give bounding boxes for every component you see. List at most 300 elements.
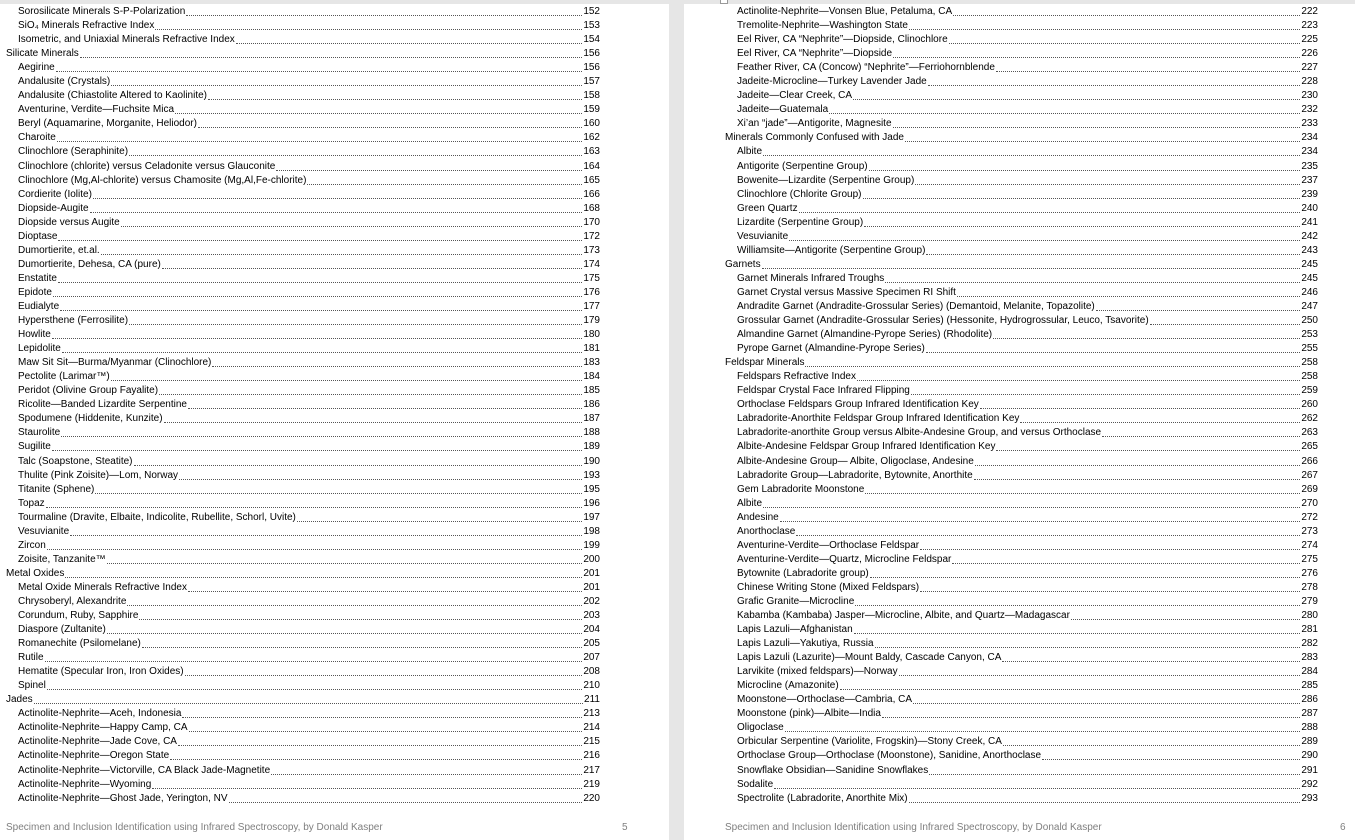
toc-entry[interactable] <box>6 623 600 637</box>
toc-dot-leader <box>111 76 582 86</box>
toc-entry-title: Rutile <box>18 652 44 664</box>
toc-entry[interactable] <box>725 5 1318 19</box>
toc-dot-leader <box>980 399 1301 409</box>
toc-dot-leader <box>920 582 1300 592</box>
toc-entry-title: SiO₄ Minerals Refractive Index <box>18 20 155 32</box>
toc-entry-title: Anorthoclase <box>737 525 796 537</box>
toc-entry-title: Andradite Garnet (Andradite-Grossular Series) (Demantoid, Melanite, Topazolite) <box>737 300 1095 312</box>
toc-entry-title: Enstatite <box>18 272 57 284</box>
toc-entry-title: Minerals Commonly Confused with Jade <box>725 132 904 144</box>
toc-entry-title: Andalusite (Crystals) <box>18 76 111 88</box>
toc-entry[interactable] <box>725 89 1318 103</box>
toc-entry[interactable] <box>6 117 600 131</box>
toc-entry-page-number: 197 <box>583 511 600 523</box>
toc-entry[interactable] <box>725 778 1318 792</box>
toc-entry-title: Lapis Lazuli—Yakutiya, Russia <box>737 638 874 650</box>
toc-entry-title: Epidote <box>18 286 52 298</box>
toc-entry-page-number: 213 <box>583 708 600 720</box>
toc-entry[interactable] <box>6 202 600 216</box>
toc-entry[interactable] <box>6 160 600 174</box>
toc-entry[interactable] <box>725 202 1318 216</box>
toc-entry-title: Microcline (Amazonite) <box>737 680 839 692</box>
toc-entry-page-number: 157 <box>583 76 600 88</box>
toc-entry-title: Clinochlore (Chlorite Group) <box>737 188 862 200</box>
toc-entry-page-number: 154 <box>583 34 600 46</box>
toc-entry-title: Eel River, CA “Nephrite”—Diopside <box>737 48 893 60</box>
toc-entry-title: Dioptase <box>18 230 58 242</box>
toc-entry-title: Actinolite-Nephrite—Oregon State <box>18 750 170 762</box>
toc-entry-title: Labradorite-anorthite Group versus Albite-Andesine Group, and versus Orthoclase <box>737 427 1102 439</box>
toc-entry-page-number: 230 <box>1301 90 1318 102</box>
toc-entry[interactable] <box>6 735 600 749</box>
toc-entry[interactable] <box>725 553 1318 567</box>
toc-dot-leader <box>80 48 583 58</box>
toc-entry-page-number: 245 <box>1301 258 1318 270</box>
toc-entry[interactable] <box>725 735 1318 749</box>
toc-entry[interactable] <box>6 145 600 159</box>
toc-entry-title: Jadeite—Clear Creek, CA <box>737 90 853 102</box>
toc-entry[interactable] <box>6 455 600 469</box>
toc-dot-leader <box>869 161 1301 171</box>
toc-entry[interactable] <box>725 581 1318 595</box>
toc-dot-leader <box>198 118 582 128</box>
toc-entry[interactable] <box>725 651 1318 665</box>
toc-entry[interactable] <box>725 707 1318 721</box>
toc-entry[interactable] <box>6 244 600 258</box>
toc-dot-leader <box>893 48 1300 58</box>
toc-entry[interactable] <box>725 483 1318 497</box>
toc-entry[interactable] <box>6 61 600 75</box>
toc-dot-leader <box>864 217 1300 227</box>
toc-entry[interactable] <box>725 230 1318 244</box>
toc-entry[interactable] <box>6 749 600 763</box>
toc-entry[interactable] <box>6 679 600 693</box>
toc-entry-title: Sodalite <box>737 778 774 790</box>
toc-entry[interactable] <box>725 749 1318 763</box>
toc-entry[interactable] <box>6 188 600 202</box>
toc-entry[interactable] <box>6 721 600 735</box>
toc-dot-leader <box>762 259 1301 269</box>
toc-dot-leader <box>46 498 583 508</box>
toc-entry[interactable] <box>725 160 1318 174</box>
toc-entry-page-number: 232 <box>1301 104 1318 116</box>
toc-dot-leader <box>863 189 1301 199</box>
toc-entry-page-number: 222 <box>1301 6 1318 17</box>
toc-dot-leader <box>188 582 582 592</box>
toc-entry[interactable] <box>6 342 600 356</box>
toc-dot-leader <box>57 132 583 142</box>
toc-entry-title: Actinolite-Nephrite—Vonsen Blue, Petaluma, CA <box>737 6 953 17</box>
toc-entry[interactable] <box>6 33 600 47</box>
toc-entry[interactable] <box>6 286 600 300</box>
toc-dot-leader <box>774 779 1300 789</box>
toc-dot-leader <box>909 793 1301 803</box>
toc-entry-page-number: 282 <box>1301 638 1318 650</box>
toc-entry[interactable] <box>6 553 600 567</box>
toc-entry[interactable] <box>725 103 1318 117</box>
toc-entry-page-number: 239 <box>1301 188 1318 200</box>
toc-entry[interactable] <box>725 567 1318 581</box>
toc-entry-page-number: 250 <box>1301 315 1318 327</box>
toc-section-entry[interactable] <box>6 47 600 61</box>
toc-section-entry[interactable] <box>725 356 1318 370</box>
toc-dot-leader <box>780 512 1301 522</box>
toc-dot-leader <box>52 329 583 339</box>
toc-entry[interactable] <box>725 398 1318 412</box>
toc-dot-leader <box>162 259 582 269</box>
toc-entry-title: Actinolite-Nephrite—Happy Camp, CA <box>18 722 188 734</box>
toc-dot-leader <box>949 34 1301 44</box>
toc-entry-title: Tremolite-Nephrite—Washington State <box>737 20 908 32</box>
toc-dot-leader <box>188 399 582 409</box>
toc-entry-page-number: 234 <box>1301 146 1318 158</box>
toc-entry[interactable] <box>725 440 1318 454</box>
toc-entry[interactable] <box>725 511 1318 525</box>
toc-entry-page-number: 219 <box>583 778 600 790</box>
toc-entry[interactable] <box>725 412 1318 426</box>
toc-entry-page-number: 272 <box>1301 511 1318 523</box>
toc-entry-title: Andesine <box>737 511 779 523</box>
toc-entry-title: Diaspore (Zultanite) <box>18 624 106 636</box>
toc-dot-leader <box>229 793 583 803</box>
toc-entry[interactable] <box>6 440 600 454</box>
toc-dot-leader <box>952 554 1300 564</box>
toc-entry[interactable] <box>725 455 1318 469</box>
toc-dot-leader <box>953 6 1300 16</box>
toc-entry[interactable] <box>6 103 600 117</box>
toc-entry-title: Aventurine, Verdite—Fuchsite Mica <box>18 104 175 116</box>
toc-entry[interactable] <box>6 426 600 440</box>
toc-dot-leader <box>70 526 582 536</box>
toc-entry[interactable] <box>725 623 1318 637</box>
toc-entry-page-number: 195 <box>583 483 600 495</box>
toc-entry-title: Clinochlore (chlorite) versus Celadonite versus Glauconite <box>18 160 276 172</box>
toc-entry-page-number: 217 <box>583 764 600 776</box>
document-page-5 <box>0 4 669 840</box>
toc-entry-title: Spinel <box>18 680 46 692</box>
toc-entry-title: Gem Labradorite Moonstone <box>737 483 865 495</box>
toc-entry[interactable] <box>725 174 1318 188</box>
table-of-contents <box>6 5 600 806</box>
toc-dot-leader <box>915 175 1300 185</box>
toc-dot-leader <box>170 750 582 760</box>
toc-dot-leader <box>1042 750 1300 760</box>
toc-entry-title: Clinochlore (Seraphinite) <box>18 146 129 158</box>
toc-entry-title: Silicate Minerals <box>6 48 79 60</box>
toc-entry-title: Peridot (Olivine Group Fayalite) <box>18 385 159 397</box>
toc-entry-title: Bowenite—Lizardite (Serpentine Group) <box>737 174 915 186</box>
toc-section-entry[interactable] <box>725 131 1318 145</box>
toc-dot-leader <box>185 666 583 676</box>
toc-entry-page-number: 234 <box>1301 132 1318 144</box>
toc-entry-title: Titanite (Sphene) <box>18 483 95 495</box>
toc-entry-page-number: 288 <box>1301 722 1318 734</box>
toc-entry[interactable] <box>6 75 600 89</box>
toc-entry-title: Vesuvianite <box>18 525 70 537</box>
toc-dot-leader <box>857 371 1300 381</box>
toc-dot-leader <box>905 132 1300 142</box>
toc-dot-leader <box>107 554 583 564</box>
toc-entry-title: Metal Oxide Minerals Refractive Index <box>18 581 187 593</box>
toc-entry[interactable] <box>725 47 1318 61</box>
toc-entry-title: Lapis Lazuli—Afghanistan <box>737 624 853 636</box>
toc-entry-title: Sugilite <box>18 441 51 453</box>
toc-entry-title: Cordierite (Iolite) <box>18 188 92 200</box>
toc-entry[interactable] <box>725 469 1318 483</box>
toc-entry-page-number: 188 <box>583 427 600 439</box>
toc-entry-title: Garnet Minerals Infrared Troughs <box>737 272 885 284</box>
toc-entry-title: Xi’an “jade”—Antigorite, Magnesite <box>737 118 892 130</box>
toc-dot-leader <box>271 765 582 775</box>
toc-entry[interactable] <box>6 300 600 314</box>
toc-dot-leader <box>829 104 1300 114</box>
toc-entry-title: Jadeite-Microcline—Turkey Lavender Jade <box>737 76 927 88</box>
toc-entry-page-number: 201 <box>583 567 600 579</box>
toc-entry-title: Talc (Soapstone, Steatite) <box>18 455 133 467</box>
toc-entry-page-number: 208 <box>583 666 600 678</box>
toc-entry-title: Beryl (Aquamarine, Morganite, Heliodor) <box>18 118 197 130</box>
toc-entry-title: Diopside-Augite <box>18 202 89 214</box>
toc-entry[interactable] <box>725 721 1318 735</box>
toc-entry-title: Garnet Crystal versus Massive Specimen RI Shift <box>737 286 956 298</box>
toc-entry[interactable] <box>725 764 1318 778</box>
toc-entry[interactable] <box>6 89 600 103</box>
toc-dot-leader <box>101 245 583 255</box>
toc-dot-leader <box>796 526 1300 536</box>
toc-entry-title: Hypersthene (Ferrosilite) <box>18 315 129 327</box>
toc-entry[interactable] <box>6 412 600 426</box>
toc-entry[interactable] <box>6 595 600 609</box>
toc-dot-leader <box>1096 301 1301 311</box>
toc-entry-page-number: 186 <box>583 399 600 411</box>
toc-entry-page-number: 267 <box>1301 469 1318 481</box>
toc-entry-title: Labradorite-Anorthite Feldspar Group Infrared Identification Key <box>737 413 1020 425</box>
toc-dot-leader <box>865 484 1300 494</box>
toc-dot-leader <box>805 357 1300 367</box>
toc-dot-leader <box>993 329 1300 339</box>
toc-dot-leader <box>65 568 582 578</box>
toc-entry[interactable] <box>6 314 600 328</box>
toc-entry[interactable] <box>725 19 1318 33</box>
toc-entry-title: Pyrope Garnet (Almandine-Pyrope Series) <box>737 343 925 355</box>
toc-entry-page-number: 164 <box>583 160 600 172</box>
toc-dot-leader <box>840 680 1301 690</box>
toc-dot-leader <box>974 470 1301 480</box>
toc-entry[interactable] <box>6 5 600 19</box>
toc-entry-title: Romanechite (Psilomelane) <box>18 638 141 650</box>
toc-entry-page-number: 293 <box>1301 792 1318 804</box>
toc-entry[interactable] <box>725 244 1318 258</box>
toc-entry-page-number: 183 <box>583 357 600 369</box>
toc-entry[interactable] <box>725 61 1318 75</box>
toc-entry[interactable] <box>6 272 600 286</box>
toc-dot-leader <box>893 118 1301 128</box>
toc-entry-page-number: 202 <box>583 595 600 607</box>
toc-entry[interactable] <box>725 117 1318 131</box>
toc-dot-leader <box>45 652 583 662</box>
toc-entry-title: Feldspar Minerals <box>725 357 805 369</box>
toc-dot-leader <box>139 610 582 620</box>
toc-entry[interactable] <box>6 778 600 792</box>
toc-entry[interactable] <box>725 33 1318 47</box>
toc-entry[interactable] <box>725 272 1318 286</box>
toc-entry-title: Labradorite Group—Labradorite, Bytownite, Anorthite <box>737 469 973 481</box>
toc-entry-page-number: 170 <box>583 216 600 228</box>
toc-entry[interactable] <box>725 609 1318 623</box>
toc-entry[interactable] <box>725 328 1318 342</box>
toc-entry-page-number: 223 <box>1301 20 1318 32</box>
toc-dot-leader <box>62 343 583 353</box>
toc-entry-title: Antigorite (Serpentine Group) <box>737 160 868 172</box>
toc-dot-leader <box>785 722 1301 732</box>
toc-entry[interactable] <box>725 145 1318 159</box>
toc-entry[interactable] <box>6 328 600 342</box>
toc-entry-title: Actinolite-Nephrite—Wyoming <box>18 778 152 790</box>
toc-entry[interactable] <box>6 637 600 651</box>
toc-entry-page-number: 241 <box>1301 216 1318 228</box>
toc-entry-page-number: 247 <box>1301 300 1318 312</box>
toc-section-entry[interactable] <box>6 567 600 581</box>
toc-entry[interactable] <box>725 75 1318 89</box>
toc-entry[interactable] <box>6 497 600 511</box>
toc-entry[interactable] <box>6 131 600 145</box>
toc-entry[interactable] <box>725 792 1318 806</box>
toc-entry[interactable] <box>725 595 1318 609</box>
toc-entry-title: Spectrolite (Labradorite, Anorthite Mix) <box>737 792 908 804</box>
toc-entry[interactable] <box>725 314 1318 328</box>
toc-entry-page-number: 162 <box>583 132 600 144</box>
toc-entry-title: Feather River, CA (Concow) “Nephrite”—Ferriohornblende <box>737 62 995 74</box>
toc-entry-page-number: 198 <box>583 525 600 537</box>
toc-entry[interactable] <box>6 511 600 525</box>
toc-entry-title: Metal Oxides <box>6 567 65 579</box>
toc-entry-page-number: 292 <box>1301 778 1318 790</box>
toc-entry-title: Dumortierite, Dehesa, CA (pure) <box>18 258 161 270</box>
toc-entry[interactable] <box>725 426 1318 440</box>
toc-entry[interactable] <box>725 679 1318 693</box>
toc-dot-leader <box>911 385 1300 395</box>
toc-entry-page-number: 269 <box>1301 483 1318 495</box>
toc-entry-page-number: 190 <box>583 455 600 467</box>
toc-dot-leader <box>60 301 582 311</box>
toc-entry-title: Topaz <box>18 497 45 509</box>
toc-entry[interactable] <box>6 230 600 244</box>
toc-entry-title: Actinolite-Nephrite—Victorville, CA Black Jade-Magnetite <box>18 764 271 776</box>
toc-entry[interactable] <box>725 370 1318 384</box>
toc-entry[interactable] <box>6 525 600 539</box>
toc-entry[interactable] <box>6 609 600 623</box>
toc-entry-title: Jades <box>6 694 33 706</box>
toc-entry-title: Isometric, and Uniaxial Minerals Refractive Index <box>18 34 235 46</box>
toc-dot-leader <box>111 371 583 381</box>
toc-dot-leader <box>957 287 1300 297</box>
toc-entry-page-number: 233 <box>1301 118 1318 130</box>
toc-entry[interactable] <box>725 286 1318 300</box>
toc-section-entry[interactable] <box>725 258 1318 272</box>
toc-entry-title: Tourmaline (Dravite, Elbaite, Indicolite, Rubellite, Schorl, Uvite) <box>18 511 296 523</box>
toc-entry[interactable] <box>725 216 1318 230</box>
toc-entry-page-number: 200 <box>583 553 600 565</box>
toc-entry-page-number: 153 <box>583 20 600 32</box>
toc-dot-leader <box>129 146 582 156</box>
toc-entry-title: Clinochlore (Mg,Al-chlorite) versus Chamosite (Mg,Al,Fe-chlorite) <box>18 174 307 186</box>
toc-entry-title: Andalusite (Chiastolite Altered to Kaolinite) <box>18 90 207 102</box>
toc-entry-page-number: 246 <box>1301 286 1318 298</box>
toc-entry[interactable] <box>6 665 600 679</box>
toc-entry[interactable] <box>6 792 600 806</box>
toc-dot-leader <box>179 470 582 480</box>
toc-entry[interactable] <box>725 637 1318 651</box>
toc-entry[interactable] <box>725 342 1318 356</box>
toc-entry[interactable] <box>6 370 600 384</box>
toc-entry-page-number: 286 <box>1301 694 1318 706</box>
toc-entry-page-number: 281 <box>1301 624 1318 636</box>
toc-entry[interactable] <box>6 398 600 412</box>
toc-dot-leader <box>208 90 582 100</box>
toc-entry-title: Orthoclase Group—Orthoclase (Moonstone), Sanidine, Anorthoclase <box>737 750 1042 762</box>
toc-entry[interactable] <box>6 483 600 497</box>
toc-entry[interactable] <box>6 581 600 595</box>
toc-entry-page-number: 274 <box>1301 539 1318 551</box>
toc-entry[interactable] <box>6 19 600 33</box>
toc-entry-page-number: 255 <box>1301 343 1318 355</box>
toc-entry-title: Lepidolite <box>18 343 61 355</box>
toc-dot-leader <box>875 638 1301 648</box>
toc-entry[interactable] <box>6 384 600 398</box>
toc-entry[interactable] <box>725 300 1318 314</box>
toc-entry-title: Actinolite-Nephrite—Ghost Jade, Yerington, NV <box>18 792 228 804</box>
toc-entry-page-number: 214 <box>583 722 600 734</box>
toc-entry[interactable] <box>6 651 600 665</box>
toc-entry[interactable] <box>6 539 600 553</box>
toc-entry[interactable] <box>6 469 600 483</box>
toc-entry[interactable] <box>6 258 600 272</box>
toc-entry-page-number: 278 <box>1301 581 1318 593</box>
toc-section-entry[interactable] <box>6 693 600 707</box>
toc-entry[interactable] <box>6 707 600 721</box>
toc-entry[interactable] <box>6 764 600 778</box>
toc-entry-page-number: 235 <box>1301 160 1318 172</box>
table-of-contents <box>725 5 1318 806</box>
toc-entry[interactable] <box>6 174 600 188</box>
toc-entry[interactable] <box>725 665 1318 679</box>
toc-entry-page-number: 174 <box>583 258 600 270</box>
toc-entry-page-number: 262 <box>1301 413 1318 425</box>
toc-entry[interactable] <box>725 525 1318 539</box>
toc-entry-page-number: 168 <box>583 202 600 214</box>
toc-entry-page-number: 201 <box>583 581 600 593</box>
toc-entry[interactable] <box>725 188 1318 202</box>
toc-entry-page-number: 290 <box>1301 750 1318 762</box>
footer-title: Specimen and Inclusion Identification using Infrared Spectroscopy, by Donald Kasper <box>725 822 1102 833</box>
toc-entry-title: Lizardite (Serpentine Group) <box>737 216 864 228</box>
toc-entry-title: Aventurine-Verdite—Orthoclase Feldspar <box>737 539 920 551</box>
toc-entry-title: Garnets <box>725 258 761 270</box>
toc-entry-title: Grossular Garnet (Andradite-Grossular Series) (Hessonite, Hydrogrossular, Leuco, Tsavorite) <box>737 315 1149 327</box>
toc-entry-page-number: 287 <box>1301 708 1318 720</box>
toc-entry-title: Actinolite-Nephrite—Aceh, Indonesia <box>18 708 182 720</box>
toc-entry[interactable] <box>725 384 1318 398</box>
toc-entry[interactable] <box>725 693 1318 707</box>
toc-entry[interactable] <box>6 356 600 370</box>
toc-dot-leader <box>52 441 583 451</box>
toc-entry-page-number: 276 <box>1301 567 1318 579</box>
toc-dot-leader <box>121 217 583 227</box>
toc-dot-leader <box>56 62 583 72</box>
toc-entry[interactable] <box>6 216 600 230</box>
toc-entry[interactable] <box>725 539 1318 553</box>
toc-entry[interactable] <box>725 497 1318 511</box>
